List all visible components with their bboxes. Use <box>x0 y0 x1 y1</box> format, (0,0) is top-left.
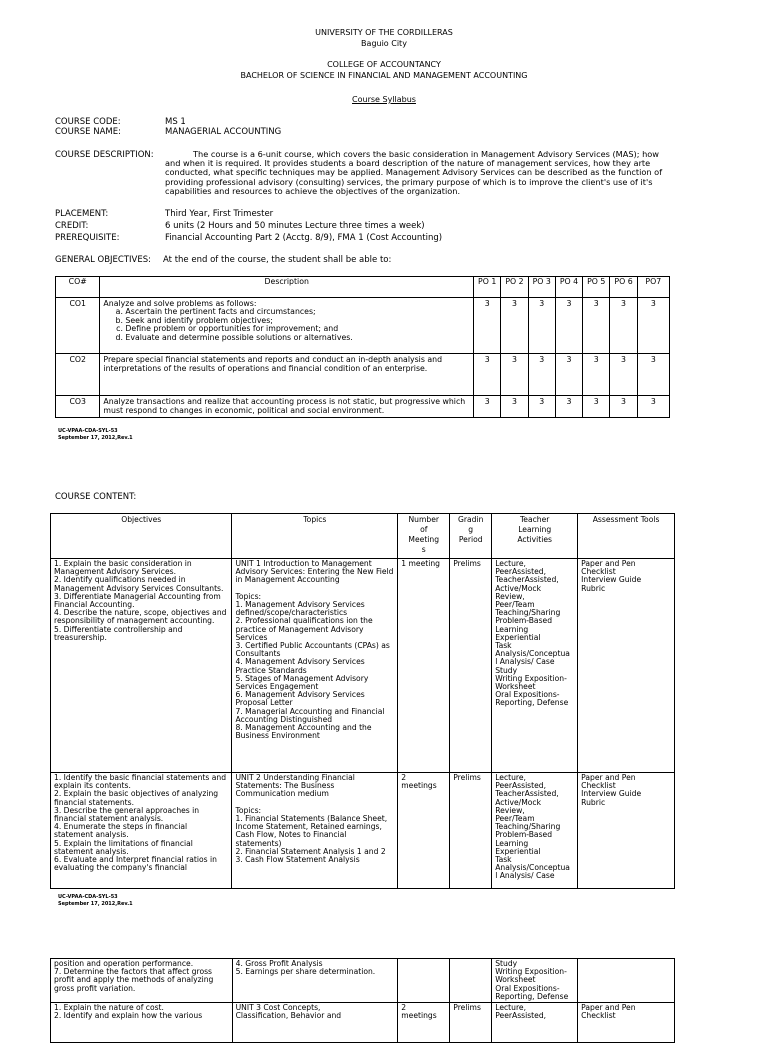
activities-header: Teacher Learning Activities <box>492 514 578 559</box>
po-value: 3 <box>637 354 669 396</box>
cell-tools: Paper and Pen Checklist Interview Guide Rubric <box>578 773 675 889</box>
po-header: PO 3 <box>528 277 555 298</box>
document-title: Course Syllabus <box>352 95 416 104</box>
po-value: 3 <box>610 298 637 354</box>
co-header: CO# <box>56 277 100 298</box>
cell-period <box>450 959 492 1003</box>
topics-header: Topics <box>232 514 398 559</box>
co-sublist <box>103 308 470 342</box>
po-value: 3 <box>555 298 582 354</box>
cell-objectives: 1. Identify the basic financial statements and explain its contents. 2. Explain the basic objectives of analyzing financial statements. 3. Describe the general approaches in financial statement analysis. 4. Enumerate the steps in financial statement analysis. 5. Explain the limitations of financial statement analysis. 6. Evaluate and Interpret financial ratios in evaluating the company's financial <box>51 773 232 889</box>
co-id: CO3 <box>56 396 100 418</box>
table-row <box>56 396 670 418</box>
po-value: 3 <box>501 396 528 418</box>
course-code-label: COURSE CODE: <box>55 117 121 127</box>
po-value: 3 <box>528 396 555 418</box>
co-id: CO1 <box>56 298 100 354</box>
period-header: Gradin g Period <box>450 514 492 559</box>
po-value: 3 <box>474 354 501 396</box>
general-objectives-label: GENERAL OBJECTIVES: <box>55 255 151 265</box>
po-value: 3 <box>637 396 669 418</box>
cell-topics: 4. Gross Profit Analysis 5. Earnings per share determination. <box>232 959 398 1003</box>
table-row <box>51 773 675 889</box>
cell-period: Prelims <box>450 1003 492 1043</box>
cell-activities: Lecture, PeerAssisted, TeacherAssisted, Active/Mock Review, Peer/Team Teaching/Sharing Problem-Based Learning Experiential Task Analysis/Conceptua l Analysis/ Case <box>492 773 578 889</box>
co-description: Prepare special financial statements and reports and conduct an in-depth analysis and interpretations of the results of operations and financial condition of an enterprise. <box>100 354 474 396</box>
cell-activities: Lecture, PeerAssisted, TeacherAssisted, Active/Mock Review, Peer/Team Teaching/Sharing Problem-Based Learning Experiential Task Analysis/Conceptua l Analysis/ Case Study Writing Exposition- Worksheet Oral Expositions- Reporting, Defense <box>492 559 578 773</box>
course-content-label: COURSE CONTENT: <box>55 492 137 502</box>
po-value: 3 <box>555 396 582 418</box>
list-item: b. Seek and identify problem objectives; <box>125 317 470 326</box>
placement-label: PLACEMENT: <box>55 209 109 219</box>
po-value: 3 <box>583 354 610 396</box>
po-value: 3 <box>555 354 582 396</box>
cell-topics: UNIT 2 Understanding Financial Statements: The Business Communication medium Topics: 1. Financial Statements (Balance Sheet, Income Statement, Retained earnings, Cash Flow, Notes to Financial statements) 2. Financial Statement Analysis 1 and 2 3. Cash Flow Statement Analysis <box>232 773 398 889</box>
po-header: PO 4 <box>555 277 582 298</box>
prerequisite-value: Financial Accounting Part 2 (Acctg. 8/9), FMA 1 (Cost Accounting) <box>165 233 443 243</box>
po-value: 3 <box>583 298 610 354</box>
course-description-label: COURSE DESCRIPTION: <box>55 150 154 160</box>
cell-period: Prelims <box>450 559 492 773</box>
cell-meetings <box>398 959 450 1003</box>
po-header: PO 1 <box>474 277 501 298</box>
cell-tools: Paper and Pen Checklist Interview Guide Rubric <box>578 559 675 773</box>
po-value: 3 <box>610 396 637 418</box>
city: Baguio City <box>361 39 407 48</box>
credit-label: CREDIT: <box>55 221 89 231</box>
table-row <box>51 959 675 1003</box>
course-description <box>165 150 673 196</box>
general-objectives-text: At the end of the course, the student shall be able to: <box>163 255 392 265</box>
po-value: 3 <box>637 298 669 354</box>
cell-topics: UNIT 1 Introduction to Management Advisory Services: Entering the New Field in Management Accounting Topics: 1. Management Advisory Services defined/scope/characteristics 2. Professional qualifications ion the practice of Management Advisory Services 3. Certified Public Accountants (CPAs) as Consultants 4. Management Advisory Services Practice Standards 5. Stages of Management Advisory Services Engagement 6. Management Advisory Services Proposal Letter 7. Managerial Accounting and Financial Accounting Distinguished 8. Management Accounting and the Business Environment <box>232 559 398 773</box>
placement-value: Third Year, First Trimester <box>165 209 274 219</box>
doc-code: UC-VPAA-CDA-SYL-53 <box>58 428 118 434</box>
cell-objectives: 1. Explain the nature of cost. 2. Identify and explain how the various <box>51 1003 233 1043</box>
cell-meetings: 2 meetings <box>398 1003 450 1043</box>
prerequisite-label: PREREQUISITE: <box>55 233 120 243</box>
list-item: d. Evaluate and determine possible solutions or alternatives. <box>125 334 470 343</box>
cell-tools <box>578 959 675 1003</box>
doc-date: September 17, 2012,Rev.1 <box>58 435 133 441</box>
po-header: PO 2 <box>501 277 528 298</box>
co-id: CO2 <box>56 354 100 396</box>
po-header: PO7 <box>637 277 669 298</box>
meetings-header: Number of Meeting s <box>398 514 450 559</box>
course-name-label: COURSE NAME: <box>55 127 121 137</box>
co-table-header-row <box>56 277 670 298</box>
po-value: 3 <box>501 354 528 396</box>
po-value: 3 <box>474 396 501 418</box>
doc-code: UC-VPAA-CDA-SYL-53 <box>58 894 118 900</box>
list-item: a. Ascertain the pertinent facts and circumstances; <box>125 308 470 317</box>
course-outcomes-table <box>55 276 670 418</box>
table-row <box>56 354 670 396</box>
table-row <box>56 298 670 354</box>
co-intro: Analyze and solve problems as follows: <box>103 299 257 308</box>
university-name: UNIVERSITY OF THE CORDILLERAS <box>315 28 453 37</box>
table-row <box>51 1003 675 1043</box>
description-header: Description <box>100 277 474 298</box>
course-description-text: The course is a 6-unit course, which covers the basic consideration in Management Advisory Services (MAS); how and when it is required. It provides students a board description of the nature of management services, how they arte conducted, what specific techniques may be applied. Management Advisory Services can be described as the function of providing professional advisory (consulting) services, the primary purpose of which is to improve the client's use of it's capabilities and resources to achieve the objectives of the organization. <box>165 149 663 196</box>
cell-topics: UNIT 3 Cost Concepts, Classification, Behavior and <box>232 1003 398 1043</box>
course-content-table <box>50 513 675 889</box>
cell-objectives: 1. Explain the basic consideration in Management Advisory Services. 2. Identify qualifications needed in Management Advisory Services Consultants. 3. Differentiate Managerial Accounting from Financial Accounting. 4. Describe the nature, scope, objectives and responsibility of management accounting. 5. Differentiate controllership and treasurership. <box>51 559 232 773</box>
objectives-header: Objectives <box>51 514 232 559</box>
college-name: COLLEGE OF ACCOUNTANCY <box>327 60 441 69</box>
po-value: 3 <box>501 298 528 354</box>
table-row <box>51 559 675 773</box>
co-description: Analyze transactions and realize that accounting process is not static, but progressive which must respond to changes in economic, political and social environment. <box>100 396 474 418</box>
cell-tools: Paper and Pen Checklist <box>578 1003 675 1043</box>
po-header: PO 5 <box>583 277 610 298</box>
po-value: 3 <box>583 396 610 418</box>
program-name: BACHELOR OF SCIENCE IN FINANCIAL AND MANAGEMENT ACCOUNTING <box>240 71 528 80</box>
cell-activities: Lecture, PeerAssisted, <box>492 1003 578 1043</box>
po-value: 3 <box>610 354 637 396</box>
cell-meetings: 2 meetings <box>398 773 450 889</box>
co-description <box>100 298 474 354</box>
course-content-table-continued <box>50 958 675 1043</box>
po-header: PO 6 <box>610 277 637 298</box>
cell-meetings: 1 meeting <box>398 559 450 773</box>
cc-header-row <box>51 514 675 559</box>
cell-period: Prelims <box>450 773 492 889</box>
po-value: 3 <box>528 298 555 354</box>
po-value: 3 <box>528 354 555 396</box>
assessment-header: Assessment Tools <box>578 514 675 559</box>
list-item: c. Define problem or opportunities for improvement; and <box>125 325 470 334</box>
po-value: 3 <box>474 298 501 354</box>
cell-activities: Study Writing Exposition- Worksheet Oral Expositions- Reporting, Defense <box>492 959 578 1003</box>
cell-objectives: position and operation performance. 7. Determine the factors that affect gross profit and apply the methods of analyzing gross profit variation. <box>51 959 233 1003</box>
credit-value: 6 units (2 Hours and 50 minutes Lecture three times a week) <box>165 221 425 231</box>
course-name-value: MANAGERIAL ACCOUNTING <box>165 127 282 137</box>
course-code-value: MS 1 <box>165 117 186 127</box>
doc-date: September 17, 2012,Rev.1 <box>58 901 133 907</box>
